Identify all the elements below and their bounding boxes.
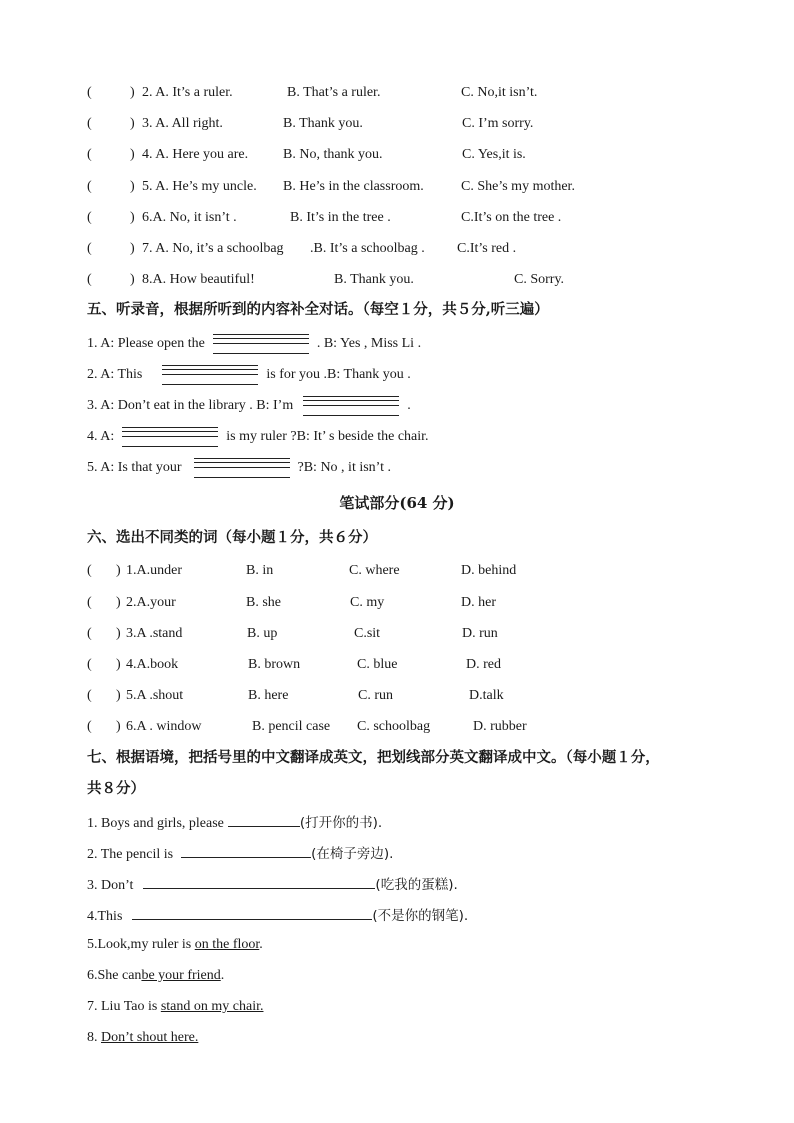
list-item: 1. Boys and girls, please (打开你的书). xyxy=(87,812,382,833)
list-item: 2. A: This is for you .B: Thank you . xyxy=(87,365,411,385)
section-7-title-cont: 共８分） xyxy=(87,780,145,797)
section-6-title: 六、选出不同类的词（每小题１分，共６分） xyxy=(87,529,377,546)
list-item: 5.Look,my ruler is on the floor. xyxy=(87,937,263,952)
section-7-title: 七、根据语境，把括号里的中文翻译成英文，把划线部分英文翻译成中文。（每小题１分， xyxy=(87,749,660,766)
list-item: 7. Liu Tao is stand on my chair. xyxy=(87,999,264,1014)
underlined-phrase: on the floor xyxy=(194,937,260,952)
underlined-phrase: stand on my chair. xyxy=(160,999,264,1014)
list-item: 6.She canbe your friend. xyxy=(87,968,225,983)
answer-blank[interactable] xyxy=(122,427,218,447)
list-item: 3. A: Don’t eat in the library . B: I’m . xyxy=(87,396,411,416)
answer-blank[interactable] xyxy=(303,396,399,416)
list-item: 4. A: is my ruler ?B: It’ s beside the chair. xyxy=(87,427,429,447)
answer-blank[interactable] xyxy=(194,458,290,478)
answer-blank[interactable] xyxy=(228,812,300,827)
list-item: 1. A: Please open the . B: Yes , Miss Li . xyxy=(87,334,421,354)
answer-blank[interactable] xyxy=(213,334,309,354)
list-item: 8. Don’t shout here. xyxy=(87,1030,199,1045)
list-item: 4.This (不是你的钢笔). xyxy=(87,905,468,926)
answer-blank[interactable] xyxy=(181,843,311,858)
written-part-heading: 笔试部分(64 分) xyxy=(339,494,455,512)
section-5-title: 五、听录音，根据所听到的内容补全对话。（每空１分，共５分,听三遍） xyxy=(87,301,549,318)
list-item: 2. The pencil is (在椅子旁边). xyxy=(87,843,393,864)
answer-blank[interactable] xyxy=(132,905,372,920)
list-item: 5. A: Is that your ?B: No , it isn’t . xyxy=(87,458,391,478)
answer-blank[interactable] xyxy=(143,874,375,889)
answer-blank[interactable] xyxy=(162,365,258,385)
underlined-phrase: be your friend xyxy=(141,968,221,983)
list-item: 3. Don’t (吃我的蛋糕). xyxy=(87,874,458,895)
underlined-phrase: Don’t shout here. xyxy=(101,1030,199,1045)
